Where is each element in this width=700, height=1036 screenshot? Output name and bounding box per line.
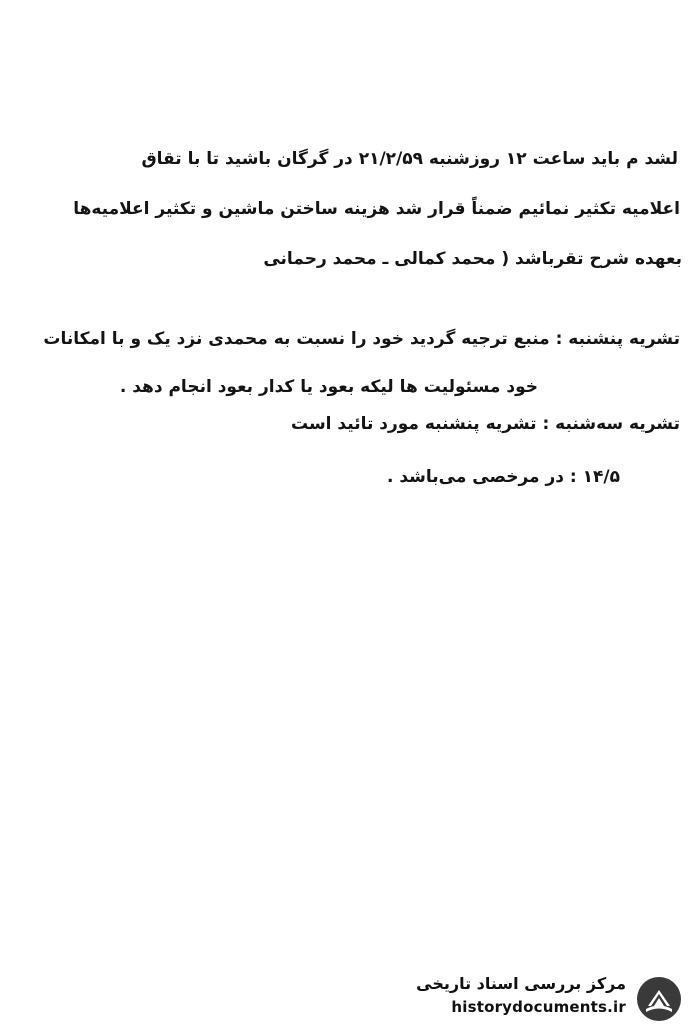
watermark xyxy=(392,970,682,1026)
paragraph-2-line-2: خود مسئولیت ها لیکه بعود یا کدار بعود انجام دهد . xyxy=(119,377,538,397)
paragraph-1-line-3: بعهده شرح تقرباشد ( محمد کمالی ـ محمد رحمانی xyxy=(263,249,682,269)
paragraph-2-line-1: تشریه پنشنبه : منبع ترجیه گردید خود را نسبت به محمدی نزد یک و با امکانات xyxy=(43,329,680,349)
watermark-url[interactable]: historydocuments.ir xyxy=(451,998,626,1016)
book-logo-icon xyxy=(636,976,682,1022)
watermark-title: مرکز بررسی اسناد تاریخی xyxy=(416,974,626,993)
paragraph-2-line-3: تشریه سه‌شنبه : تشریه پنشنبه مورد تائید است xyxy=(290,414,680,434)
paragraph-1-line-2: اعلامیه تکثیر نمائیم ضمناً قرار شد هزینه ساختن ماشین و تکثیر اعلامیه‌ها xyxy=(73,199,680,219)
paragraph-1-line-1: لشد م باید ساعت ۱۲ روزشنبه ۲۱/۲/۵۹ در گرگان باشید تا با تقاق xyxy=(141,149,678,169)
paragraph-2-line-4: ۱۴/۵ : در مرخصی می‌باشد . xyxy=(386,467,620,487)
